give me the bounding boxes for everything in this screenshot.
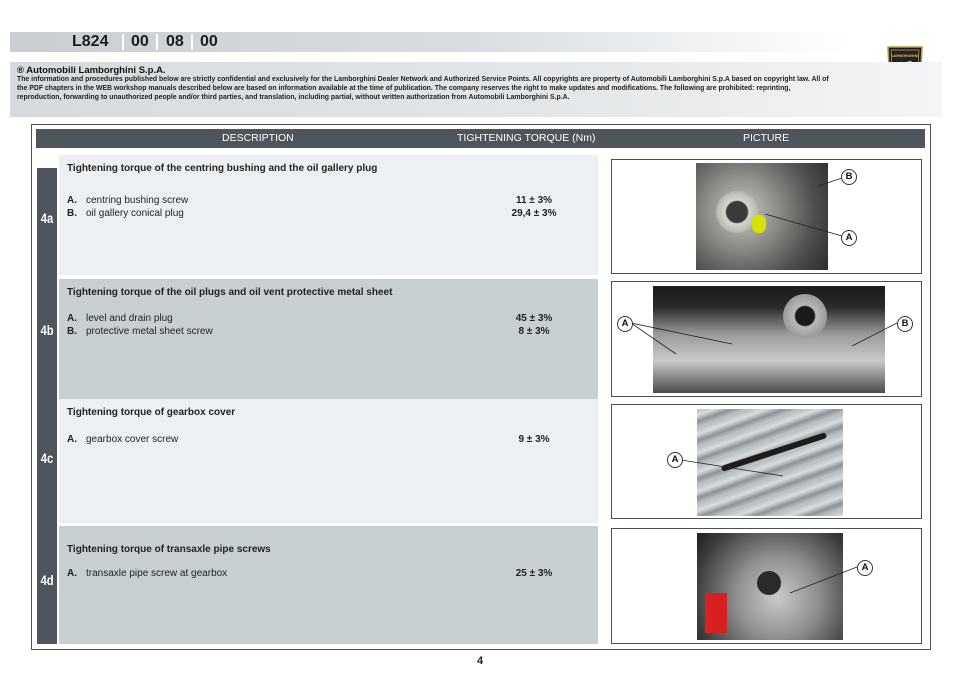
- doc-code-group: 00: [131, 33, 149, 50]
- row-title: Tightening torque of the oil plugs and oil vent protective metal sheet: [67, 287, 393, 298]
- section-label-4a: 4a: [40, 210, 54, 226]
- item-a: A. level and drain plug: [67, 313, 173, 324]
- page-number: 4: [476, 655, 484, 667]
- torque-row-4a: [59, 155, 598, 275]
- doc-code-model: L824: [72, 33, 109, 50]
- item-a: A. transaxle pipe screw at gearbox: [67, 568, 228, 579]
- code-separator: [122, 34, 124, 50]
- copyright-text: The information and procedures published below are strictly confidential and exclusively for the Lamborghini Dealer Network and Authorized Service Points. All copyrights are property of Automobili Lamborghini S.p.A based on copyright law. All of the PDF chapters in the WEB workshop manuals described below are based on information available at the time of publication. The company reserves the right to make updates and modifications. The following are prohibited: reprinting, reproduction, forwarding to unauthorized people and/or third parties, and translation, including partial, without written authorization from Automobili Lamborghini S.p.A.: [17, 76, 829, 101]
- callout-a-4d: A: [857, 560, 873, 576]
- row-title: Tightening torque of the centring bushing and the oil gallery plug: [67, 163, 378, 174]
- torque-value: 11 ± 3%: [515, 195, 553, 206]
- photo-transaxle-pipe: [697, 533, 843, 640]
- col-torque-header: TIGHTENING TORQUE (Nm): [457, 132, 596, 144]
- callout-b-4a: B: [841, 169, 857, 185]
- document-code-bar: [10, 32, 850, 52]
- item-b: B. protective metal sheet screw: [67, 326, 213, 337]
- photo-gearbox-cover: [697, 409, 843, 516]
- section-label-4b: 4b: [40, 322, 54, 338]
- copyright-notice: [10, 62, 942, 117]
- torque-row-4d: [59, 526, 598, 644]
- photo-centring-bushing: [696, 163, 828, 270]
- callout-a-4b: A: [617, 316, 633, 332]
- picture-4b: [611, 281, 922, 397]
- section-label-4d: 4d: [40, 572, 54, 588]
- row-title: Tightening torque of gearbox cover: [67, 407, 236, 418]
- photo-metal-sheet: [653, 286, 885, 393]
- torque-value: 9 ± 3%: [518, 434, 550, 445]
- col-picture-header: PICTURE: [743, 132, 790, 144]
- logo-text: LAMBORGHINI: [891, 54, 919, 58]
- item-b: B. oil gallery conical plug: [67, 208, 184, 219]
- callout-b-4b: B: [897, 316, 913, 332]
- col-description-header: DESCRIPTION: [222, 132, 294, 144]
- torque-value: 25 ± 3%: [515, 568, 553, 579]
- torque-row-4c: [59, 399, 598, 523]
- section-label-4c: 4c: [40, 450, 54, 466]
- doc-code-page: 00: [200, 33, 218, 50]
- torque-value: 8 ± 3%: [518, 326, 550, 337]
- callout-a-4a: A: [841, 230, 857, 246]
- picture-4a: [611, 159, 922, 274]
- item-a: A. centring bushing screw: [67, 195, 189, 206]
- torque-value: 29,4 ± 3%: [511, 208, 557, 219]
- callout-a-4c: A: [667, 452, 683, 468]
- torque-row-4b: [59, 279, 598, 399]
- copyright-title: ® Automobili Lamborghini S.p.A.: [17, 65, 166, 76]
- code-separator: [156, 34, 158, 50]
- code-separator: [191, 34, 193, 50]
- picture-4c: [611, 404, 922, 519]
- doc-code-section: 08: [166, 33, 184, 50]
- torque-value: 45 ± 3%: [515, 313, 553, 324]
- picture-4d: [611, 528, 922, 644]
- item-a: A. gearbox cover screw: [67, 434, 179, 445]
- row-title: Tightening torque of transaxle pipe screws: [67, 544, 271, 555]
- table-header: [36, 129, 925, 148]
